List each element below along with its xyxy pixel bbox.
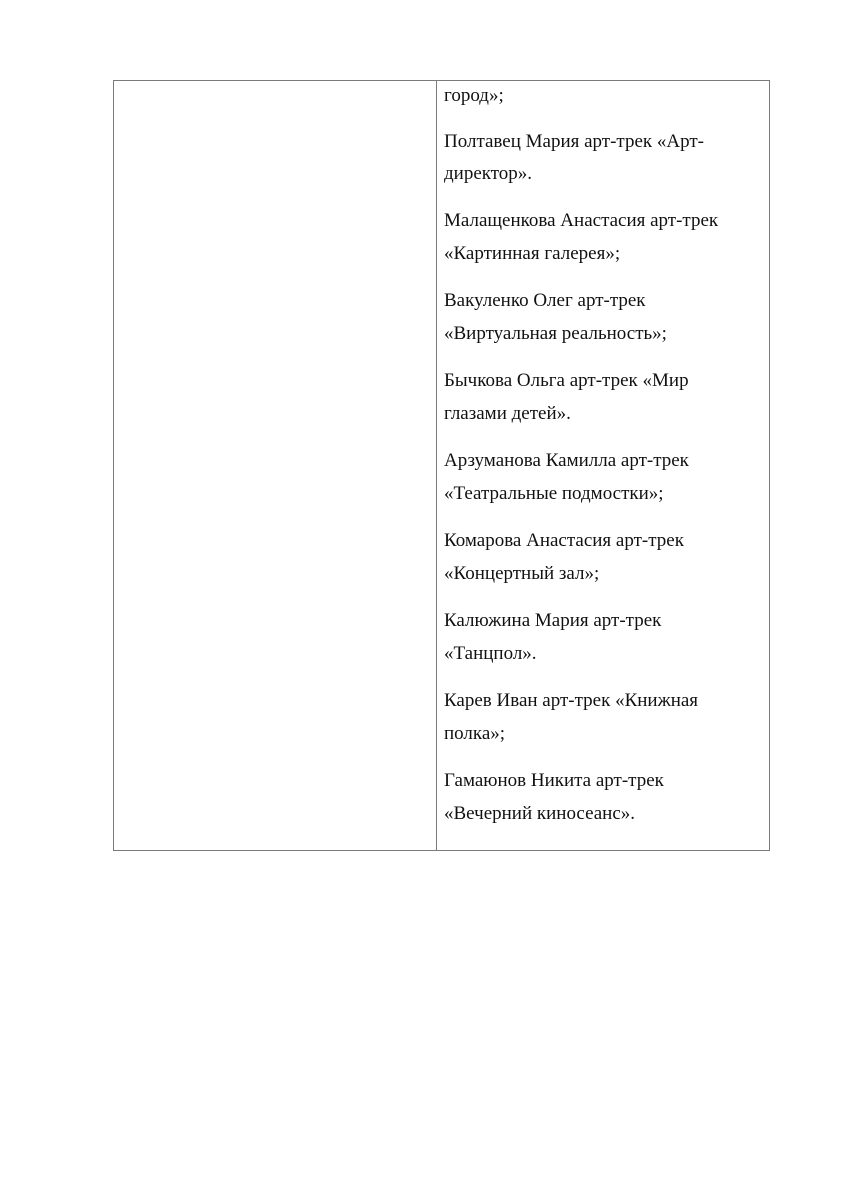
cell-line: Карев Иван арт-трек «Книжная <box>444 690 699 711</box>
cell-line: Полтавец Мария арт-трек «Арт- <box>444 131 704 152</box>
cell-line: Гамаюнов Никита арт-трек <box>444 770 664 791</box>
cell-line: глазами детей». <box>444 403 571 424</box>
cell-line: «Виртуальная реальность»; <box>444 323 667 344</box>
cell-line: «Концертный зал»; <box>444 563 600 584</box>
cell-line: «Вечерний киносеанс». <box>444 803 636 824</box>
cell-line: Бычкова Ольга арт-трек «Мир <box>444 370 689 391</box>
document-table <box>113 80 770 851</box>
cell-line: Арзуманова Камилла арт-трек <box>444 450 689 471</box>
cell-line: «Картинная галерея»; <box>444 243 621 264</box>
cell-line: Калюжина Мария арт-трек <box>444 610 662 631</box>
table-cell-right <box>437 81 769 850</box>
cell-line: Малащенкова Анастасия арт-трек <box>444 210 719 231</box>
cell-line: «Танцпол». <box>444 643 537 664</box>
cell-line: полка»; <box>444 723 506 744</box>
cell-line: директор». <box>444 163 533 184</box>
cell-line: Комарова Анастасия арт-трек <box>444 530 684 551</box>
table-cell-left <box>114 81 437 850</box>
cell-line: Вакуленко Олег арт-трек <box>444 290 646 311</box>
cell-line: «Театральные подмостки»; <box>444 483 664 504</box>
cell-line: город»; <box>444 85 504 106</box>
